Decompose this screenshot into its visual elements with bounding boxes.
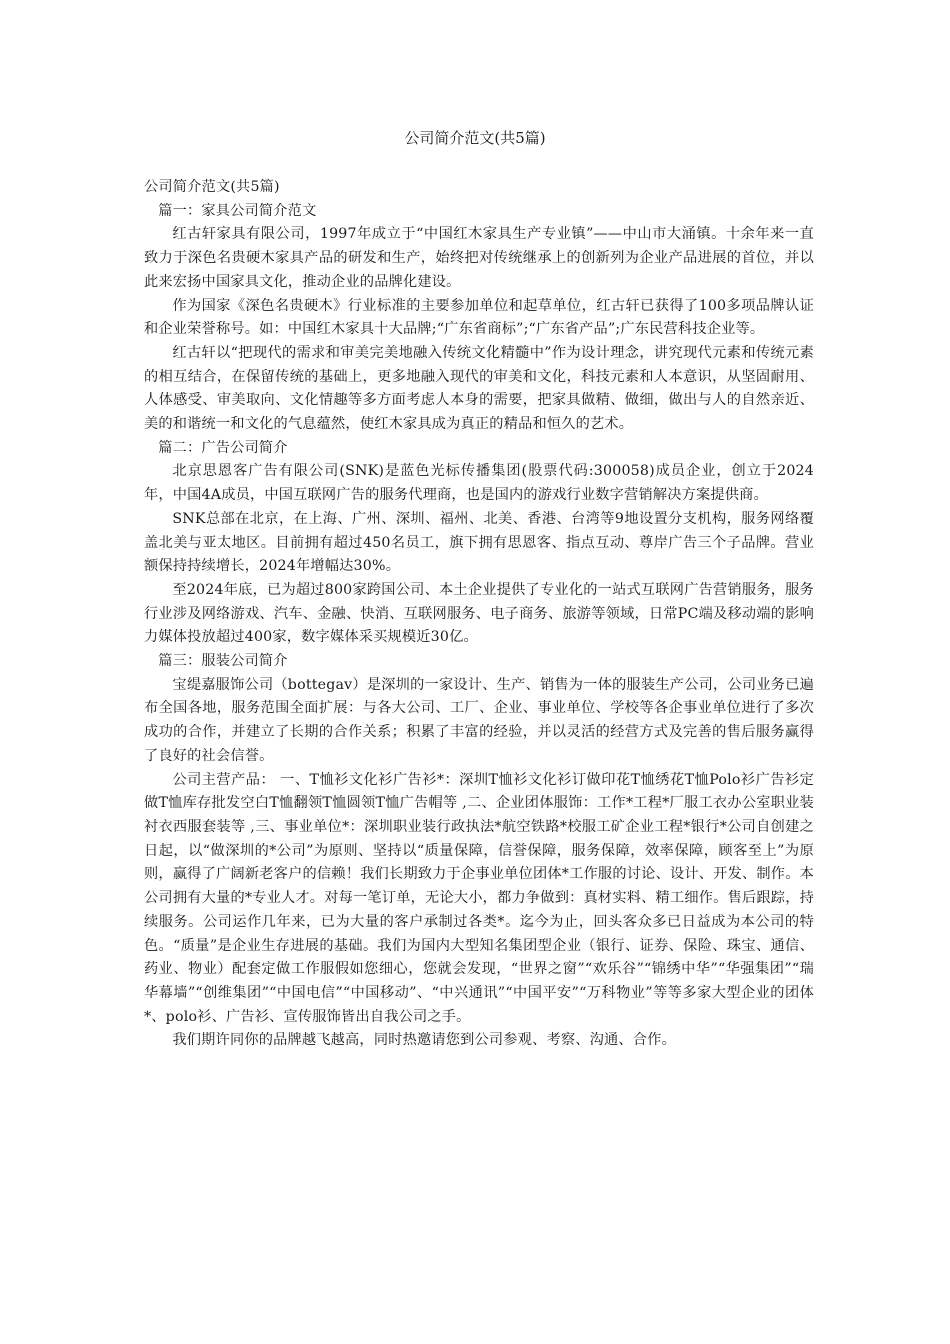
paragraph: 红古轩家具有限公司，1997年成立于“中国红木家具生产专业镇”——中山市大涌镇。十余年来一直致力于深色名贵硬木家具产品的研发和生产，始终把对传统继承上的创新列为企业产品进展的首位，并以此来宏扬中国家具文化，推动企业的品牌化建设。 bbox=[144, 226, 814, 290]
section-heading-1: 篇一：家具公司简介范文 bbox=[158, 202, 317, 219]
paragraph: 至2024年底，已为超过800家跨国公司、本土企业提供了专业化的一站式互联网广告营销服务，服务行业涉及网络游戏、汽车、金融、快消、互联网服务、电子商务、旅游等领域，日常PC端及移动端的影响力媒体投放超过400家，数字媒体采买规模近30亿。 bbox=[144, 581, 814, 646]
paragraph: 北京思恩客广告有限公司(SNK)是蓝色光标传播集团(股票代码:300058)成员企业，创立于2024年，中国4A成员，中国互联网广告的服务代理商，也是国内的游戏行业数字营销解决方案提供商。 bbox=[144, 463, 814, 504]
document-body bbox=[144, 176, 814, 1053]
document-title: 公司简介范文(共5篇) bbox=[404, 129, 546, 147]
document-subtitle: 公司简介范文(共5篇) bbox=[144, 179, 280, 195]
paragraph: SNK总部在北京，在上海、广州、深圳、福州、北美、香港、台湾等9地设置分支机构，服务网络覆盖北美与亚太地区。目前拥有超过450名员工，旗下拥有思恩客、指点互动、尊岸广告三个子品牌。营业额保持持续增长，2024年增幅达30%。 bbox=[144, 510, 814, 575]
paragraph: 作为国家《深色名贵硬木》行业标准的主要参加单位和起草单位，红古轩已获得了100多项品牌认证和企业荣誉称号。如：中国红木家具十大品牌;“广东省商标”;“广东省产品”;广东民营科技企业等。 bbox=[144, 297, 814, 338]
section-heading-2: 篇二：广告公司简介 bbox=[158, 439, 288, 456]
paragraph: 宝缇嘉服饰公司（bottegav）是深圳的一家设计、生产、销售为一体的服装生产公司，公司业务已遍布全国各地，服务范围全面扩展：与各大公司、工厂、企业、事业单位、学校等各企事业单位进行了多次成功的合作，并建立了长期的合作关系；积累了丰富的经验，并以灵活的经营方式及完善的售后服务赢得了良好的社会信誉。 bbox=[144, 676, 814, 764]
section-heading-3: 篇三：服装公司简介 bbox=[158, 653, 288, 670]
paragraph: 红古轩以“把现代的需求和审美完美地融入传统文化精髓中”作为设计理念，讲究现代元素和传统元素的相互结合，在保留传统的基础上，更多地融入现代的审美和文化，科技元素和人本意识，从坚固耐用、人体感受、审美取向、文化情趣等多方面考虑人本身的需要，把家具做精、做细，做出与人的自然亲近、美的和谐统一和文化的气息蕴然，使红木家具成为真正的精品和恒久的艺术。 bbox=[144, 344, 814, 433]
paragraph: 公司主营产品： 一、T恤衫文化衫广告衫*：深圳T恤衫文化衫订做印花T恤绣花T恤Polo衫广告衫定做T恤库存批发空白T恤翻领T恤圆领T恤广告帽等 ,二、企业团体服饰：工作*工程*厂服工衣办公室职业装衬衣西服套装等 ,三、事业单位*：深圳职业装行政执法*航空铁路*校服工矿企业工程*银行*公司自创建之日起，以“做深圳的*公司”为原则、坚持以“质量保障，信誉保障，服务保障，效率保障，顾客至上”为原则，赢得了广阔新老客户的信赖！我们长期致力于企事业单位团体*工作服的讨论、设计、开发、制作。本公司拥有大量的*专业人才。对每一笔订单，无论大小，都力争做到：真材实料、精工细作。售后跟踪，持续服务。公司运作几年来，已为大量的客户承制过各类*。迄今为止，回头客众多已日益成为本公司的特色。“质量”是企业生存进展的基础。我们为国内大型知名集团型企业（银行、证券、保险、珠宝、通信、药业、物业）配套定做工作服假如您细心，您就会发现，“世界之窗”“欢乐谷”“锦绣中华”“华强集团”“瑞华幕墙”“创维集团”“中国电信”“中国移动”、“中兴通讯”“中国平安”“万科物业”等等多家大型企业的团体*、polo衫、广告衫、宣传服饰皆出自我公司之手。 bbox=[144, 771, 814, 1025]
paragraph: 我们期许同你的品牌越飞越高，同时热邀请您到公司参观、考察、沟通、合作。 bbox=[172, 1032, 676, 1049]
